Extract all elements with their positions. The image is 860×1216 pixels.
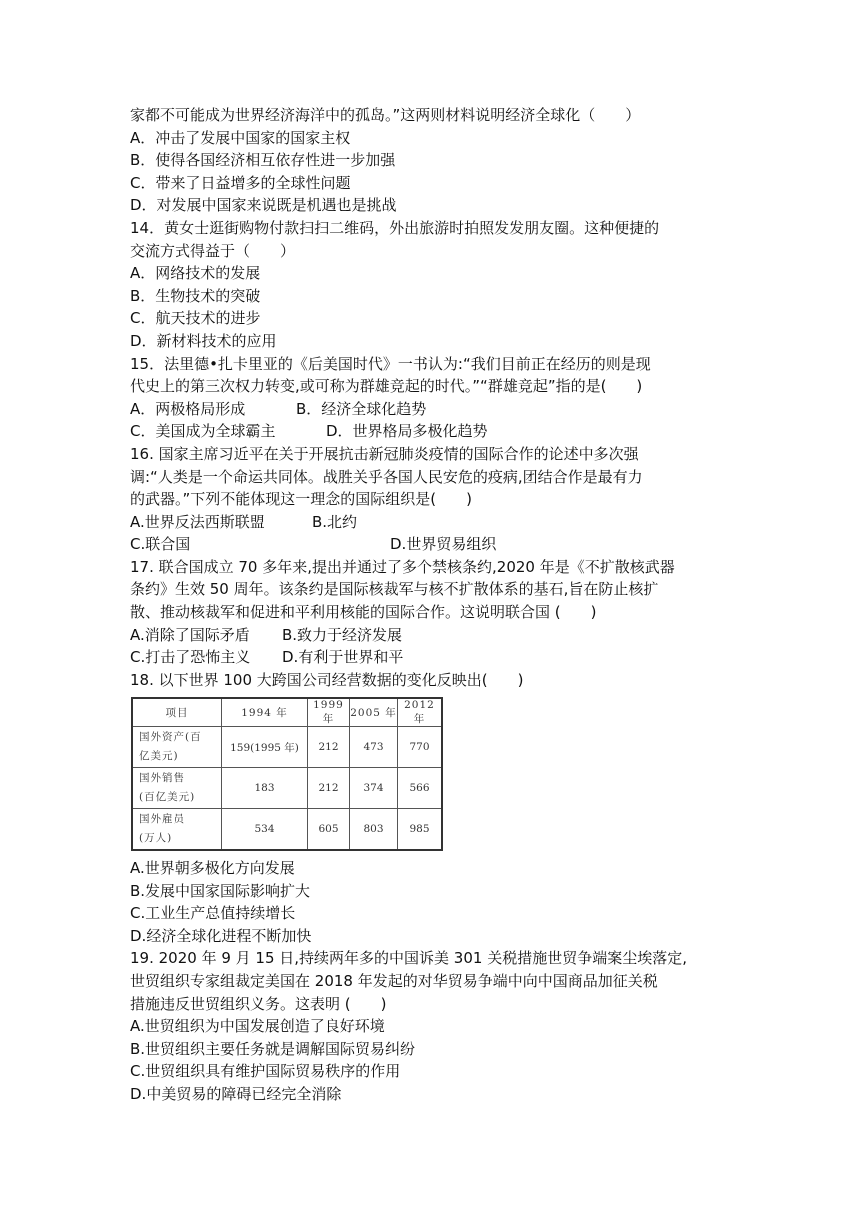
table-row — [132, 768, 442, 809]
q16-stem-line2: 调:“人类是一个命运共同体。战胜关乎各国人民安危的疫病,团结合作是最有力 — [130, 467, 643, 486]
q14-option-b: B．生物技术的突破 — [130, 286, 261, 305]
table-row-label — [132, 727, 222, 768]
q16-options-row2 — [130, 533, 740, 556]
table-row — [132, 809, 442, 850]
q17-options-row1 — [130, 624, 740, 647]
q16-option-a: A.世界反法西斯联盟 — [130, 512, 265, 531]
table-header-1999: 1999 年 — [308, 698, 350, 727]
multinational-data-table — [131, 697, 443, 851]
q19-option-a: A.世贸组织为中国发展创造了良好环境 — [130, 1017, 385, 1036]
q18-option-b: B.发展中国家国际影响扩大 — [130, 881, 311, 900]
table-cell: 803 — [350, 809, 398, 850]
q16-option-c: C.联合国 — [130, 535, 191, 554]
q19-stem-line3: 措施违反世贸组织义务。这表明 ( ) — [130, 994, 387, 1013]
q19-stem-line1: 19. 2020 年 9 月 15 日,持续两年多的中国诉美 301 关税措施世贸争端案尘埃落定, — [130, 949, 687, 968]
table-cell: 374 — [350, 768, 398, 809]
q15-option-d: D．世界格局多极化趋势 — [326, 422, 488, 441]
table-cell: 534 — [222, 809, 308, 850]
table-cell: 183 — [222, 768, 308, 809]
row-label-line: (万人) — [139, 832, 173, 845]
q16-options-row1 — [130, 511, 740, 534]
q18-option-a: A.世界朝多极化方向发展 — [130, 858, 295, 877]
q13-option-a: A．冲击了发展中国家的国家主权 — [130, 128, 351, 147]
q13-option-c: C．带来了日益增多的全球性问题 — [130, 173, 351, 192]
q13-option-d: D．对发展中国家来说既是机遇也是挑战 — [130, 196, 397, 215]
q16-option-d: D.世界贸易组织 — [390, 535, 497, 554]
table-cell: 473 — [350, 727, 398, 768]
q14-stem-line2: 交流方式得益于（ ） — [130, 241, 296, 260]
q17-option-a: A.消除了国际矛盾 — [130, 625, 250, 644]
q14-option-d: D．新材料技术的应用 — [130, 331, 277, 350]
q16-stem-line1: 16. 国家主席习近平在关于开展抗击新冠肺炎疫情的国际合作的论述中多次强 — [130, 444, 639, 463]
table-header-item: 项目 — [132, 698, 222, 727]
table-cell: 985 — [398, 809, 443, 850]
q15-options-row1 — [130, 398, 740, 421]
table-header-1994: 1994 年 — [222, 698, 308, 727]
q15-option-b: B．经济全球化趋势 — [296, 399, 427, 418]
q17-stem-line2: 条约》生效 50 周年。该条约是国际核裁军与核不扩散体系的基石,旨在防止核扩 — [130, 580, 659, 599]
table-cell: 566 — [398, 768, 443, 809]
q18-option-c: C.工业生产总值持续增长 — [130, 904, 296, 923]
q19-option-b: B.世贸组织主要任务就是调解国际贸易纠纷 — [130, 1039, 416, 1058]
q19-option-d: D.中美贸易的障碍已经完全消除 — [130, 1084, 342, 1103]
table-row-label — [132, 809, 222, 850]
table-cell: 212 — [308, 768, 350, 809]
table-cell: 159(1995 年) — [222, 727, 308, 768]
table-header-2012: 2012 年 — [398, 698, 443, 727]
q15-option-a: A．两极格局形成 — [130, 399, 246, 418]
q14-option-c: C．航天技术的进步 — [130, 309, 261, 328]
row-label-line: 亿美元) — [139, 750, 179, 763]
q19-stem-line2: 世贸组织专家组裁定美国在 2018 年发起的对华贸易争端中向中国商品加征关税 — [130, 971, 658, 990]
q13-option-b: B．使得各国经济相互依存性进一步加强 — [130, 151, 396, 170]
q14-stem-line1: 14．黄女士逛街购物付款扫扫二维码，外出旅游时拍照发发朋友圈。这种便捷的 — [130, 218, 660, 237]
q19-option-c: C.世贸组织具有维护国际贸易秩序的作用 — [130, 1062, 401, 1081]
table-cell: 212 — [308, 727, 350, 768]
q17-stem-line1: 17. 联合国成立 70 多年来,提出并通过了多个禁核条约,2020 年是《不扩散核武器 — [130, 557, 675, 576]
q16-option-b: B.北约 — [312, 512, 358, 531]
table-row — [132, 727, 442, 768]
table-row-label — [132, 768, 222, 809]
q16-stem-line3: 的武器。”下列不能体现这一理念的国际组织是( ) — [130, 490, 472, 509]
q13-stem-tail: 家都不可能成为世界经济海洋中的孤岛。”这两则材料说明经济全球化（ ） — [130, 106, 641, 124]
q18-stem: 18. 以下世界 100 大跨国公司经营数据的变化反映出( ) — [130, 670, 524, 689]
table-header-row — [132, 698, 442, 727]
q17-stem-line3: 散、推动核裁军和促进和平利用核能的国际合作。这说明联合国 ( ) — [130, 603, 597, 622]
q15-options-row2 — [130, 420, 740, 443]
q15-stem-line2: 代史上的第三次权力转变,或可称为群雄竞起的时代。”“群雄竞起”指的是( ) — [130, 377, 643, 396]
table-cell: 605 — [308, 809, 350, 850]
q17-option-d: D.有利于世界和平 — [282, 648, 404, 667]
row-label-line: 国外销售 — [139, 772, 185, 785]
q14-option-a: A．网络技术的发展 — [130, 264, 261, 283]
table-cell: 770 — [398, 727, 443, 768]
table-header-2005: 2005 年 — [350, 698, 398, 727]
q18-option-d: D.经济全球化进程不断加快 — [130, 926, 312, 945]
row-label-line: 国外资产(百 — [139, 731, 202, 744]
row-label-line: (百亿美元) — [139, 791, 196, 804]
document-content — [130, 104, 740, 1105]
row-label-line: 国外雇员 — [139, 813, 185, 826]
q15-stem-line1: 15．法里德•扎卡里亚的《后美国时代》一书认为:“我们目前正在经历的则是现 — [130, 354, 651, 373]
q15-option-c: C．美国成为全球霸主 — [130, 422, 276, 441]
q17-options-row2 — [130, 646, 740, 669]
q17-option-b: B.致力于经济发展 — [282, 625, 403, 644]
q17-option-c: C.打击了恐怖主义 — [130, 648, 251, 667]
